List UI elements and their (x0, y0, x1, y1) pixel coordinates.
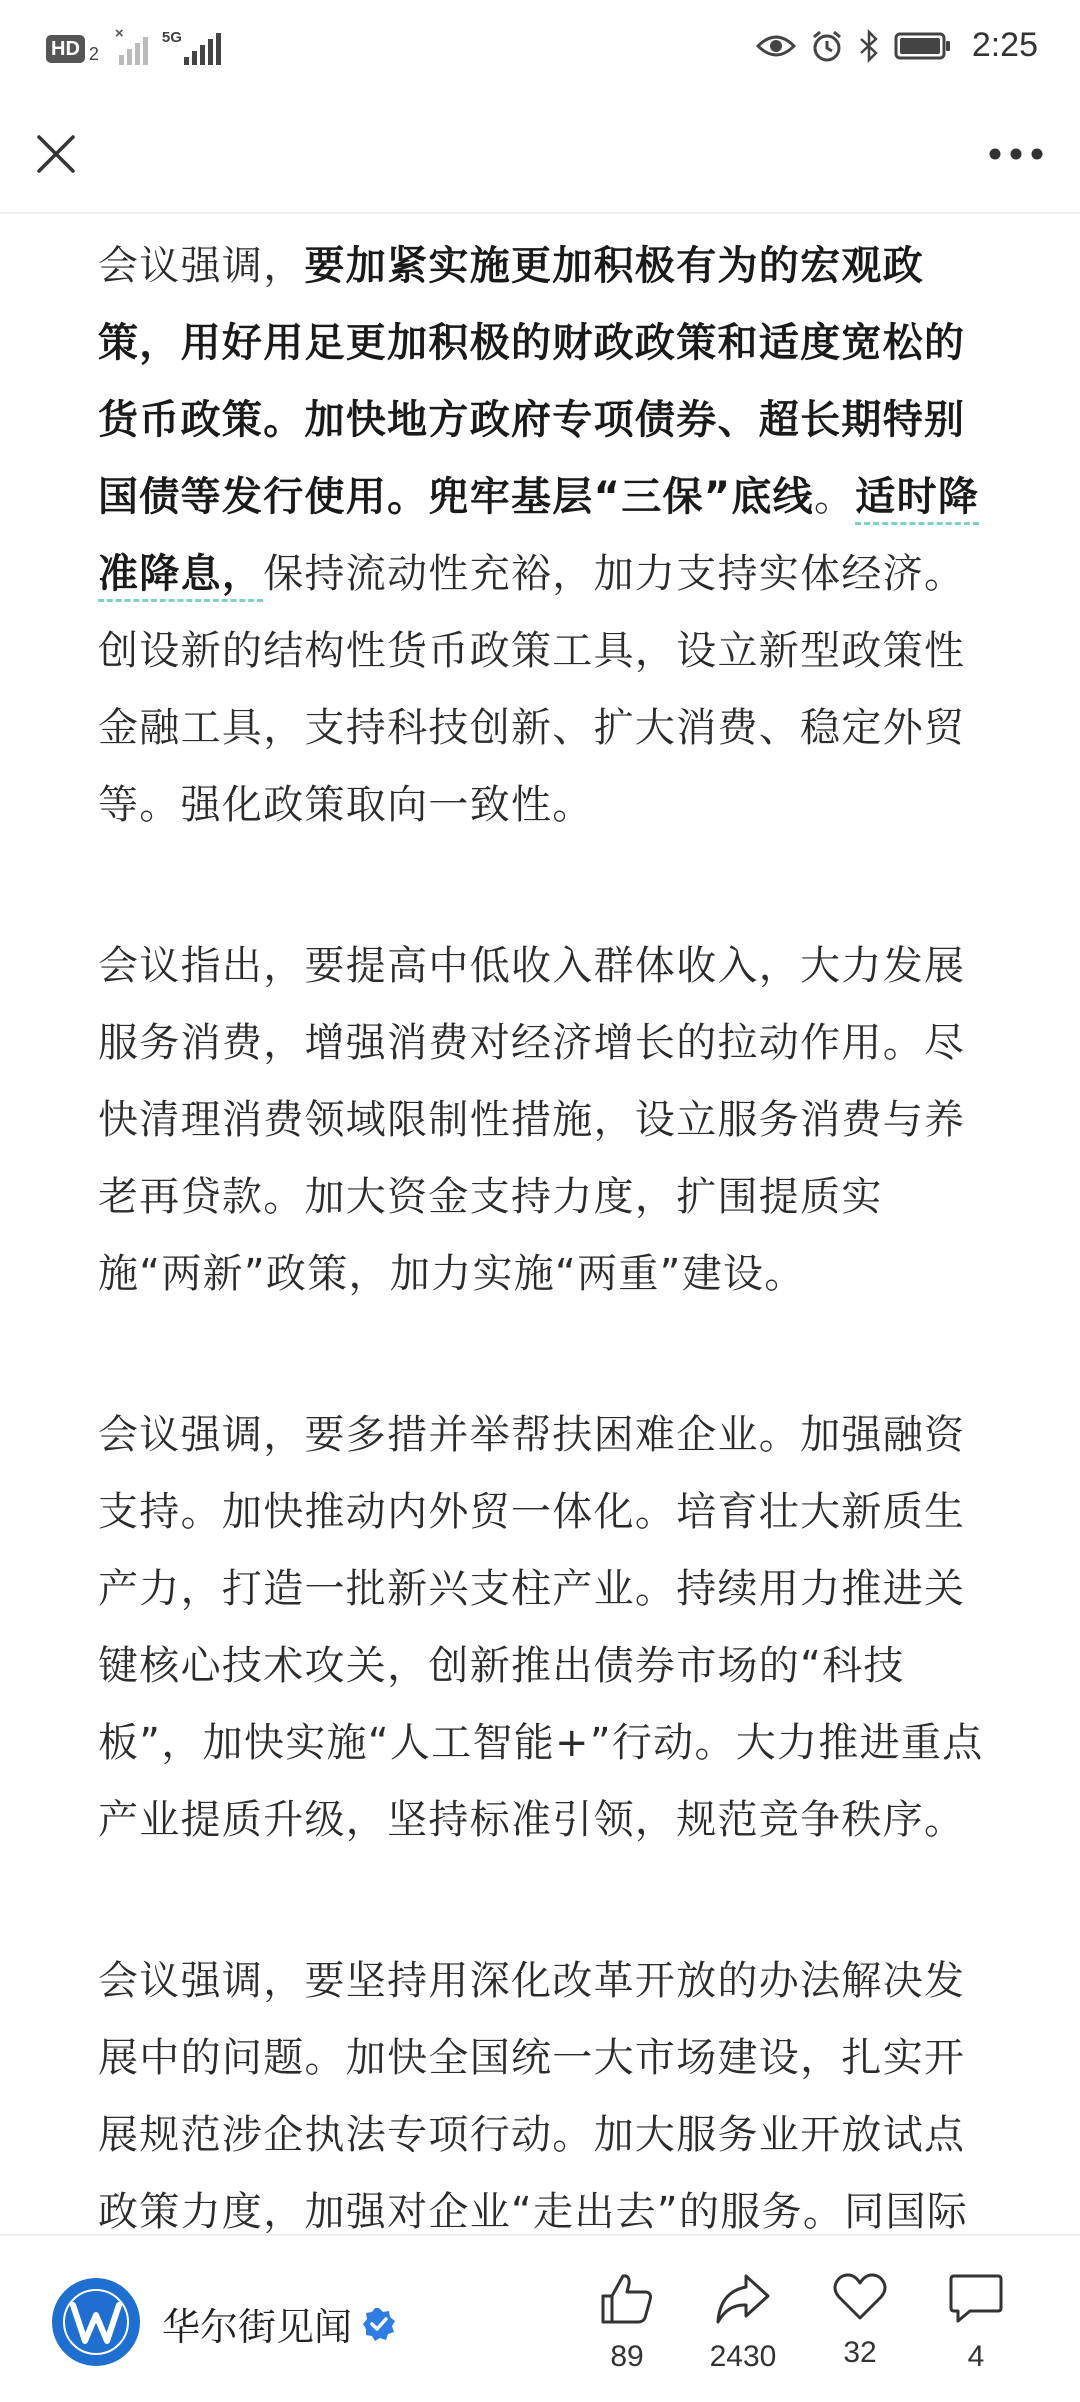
eye-icon (756, 32, 796, 60)
p1-period: 。 (813, 474, 856, 520)
signal-sim1-icon: × (119, 33, 148, 65)
hd-sim-number: 2 (88, 44, 99, 64)
p1-rest: 保持流动性充裕，加力支持实体经济。创设新的结构性货币政策工具，设立新型政策性金融工具，支持科技创新、扩大消费、稳定外贸等。强化政策取向一致性。 (98, 551, 966, 828)
author-name[interactable]: 华尔街见闻 (162, 2305, 353, 2349)
share-button[interactable] (693, 2272, 793, 2374)
heart-icon (832, 2272, 888, 2322)
comment-button[interactable] (926, 2272, 1026, 2374)
comment-count: 4 (967, 2340, 985, 2373)
article-paragraph-1 (98, 228, 986, 844)
status-time: 2:25 (971, 26, 1038, 64)
signal-sim2-icon (161, 28, 221, 65)
thumbs-up-icon (599, 2272, 655, 2326)
network-type-label: 5G (161, 28, 182, 46)
comment-icon (948, 2272, 1004, 2326)
article-paragraph-4: 会议强调，要坚持用深化改革开放的办法解决发展中的问题。加快全国统一大市场建设，扎实开展规范涉企执法专项行动。加大服务业开放试点政策力度，加强对企业“走出去”的服务。同国际 (98, 1958, 969, 2234)
author-info[interactable] (162, 2296, 396, 2351)
favorite-button[interactable] (810, 2272, 910, 2370)
share-arrow-icon (714, 2272, 772, 2326)
article-paragraph-2: 会议指出，要提高中低收入群体收入，大力发展服务消费，增强消费对经济增长的拉动作用。尽快清理消费领域限制性措施，设立服务消费与养老再贷款。加大资金支持力度，扩围提质实施“两新”政策，加力实施“两重”建设。 (98, 943, 966, 1297)
bottom-action-bar (0, 2234, 1080, 2402)
status-right (756, 26, 1038, 65)
p1-lead: 会议强调， (98, 243, 305, 289)
like-count: 89 (610, 2340, 644, 2373)
more-icon (988, 147, 1044, 161)
wallstreetcn-logo-icon (61, 2287, 131, 2357)
share-count: 2430 (709, 2340, 777, 2373)
alarm-icon (810, 29, 844, 63)
favorite-count: 32 (843, 2336, 877, 2369)
like-button[interactable] (577, 2272, 677, 2374)
more-options-button[interactable] (976, 122, 1056, 186)
status-bar (0, 0, 1080, 100)
article-paragraph-3: 会议强调，要多措并举帮扶困难企业。加强融资支持。加快推动内外贸一体化。培育壮大新质生产力，打造一批新兴支柱产业。持续用力推进关键核心技术攻关，创新推出债券市场的“科技板”，加快实施“人工智能+”行动。大力推进重点产业提质升级，坚持标准引领，规范竞争秩序。 (98, 1412, 984, 1843)
close-button[interactable] (24, 122, 88, 186)
status-left (46, 24, 221, 65)
article-body (98, 214, 986, 2234)
verified-badge-icon (362, 2307, 396, 2341)
author-avatar[interactable] (52, 2278, 140, 2366)
bluetooth-icon (858, 29, 880, 63)
close-icon (35, 133, 77, 175)
top-nav-bar (0, 100, 1080, 214)
p1-bold-text: 要加紧实施更加积极有为的宏观政策，用好用足更加积极的财政政策和适度宽松的货币政策。加快地方政府专项债券、超长期特别国债等发行使用。兜牢基层“三保”底线 (98, 243, 966, 520)
hd-voice-badge: HD (46, 35, 85, 63)
keyword-link-rate-cut[interactable]: 适时降准降息， (98, 474, 979, 602)
battery-icon (894, 31, 952, 61)
